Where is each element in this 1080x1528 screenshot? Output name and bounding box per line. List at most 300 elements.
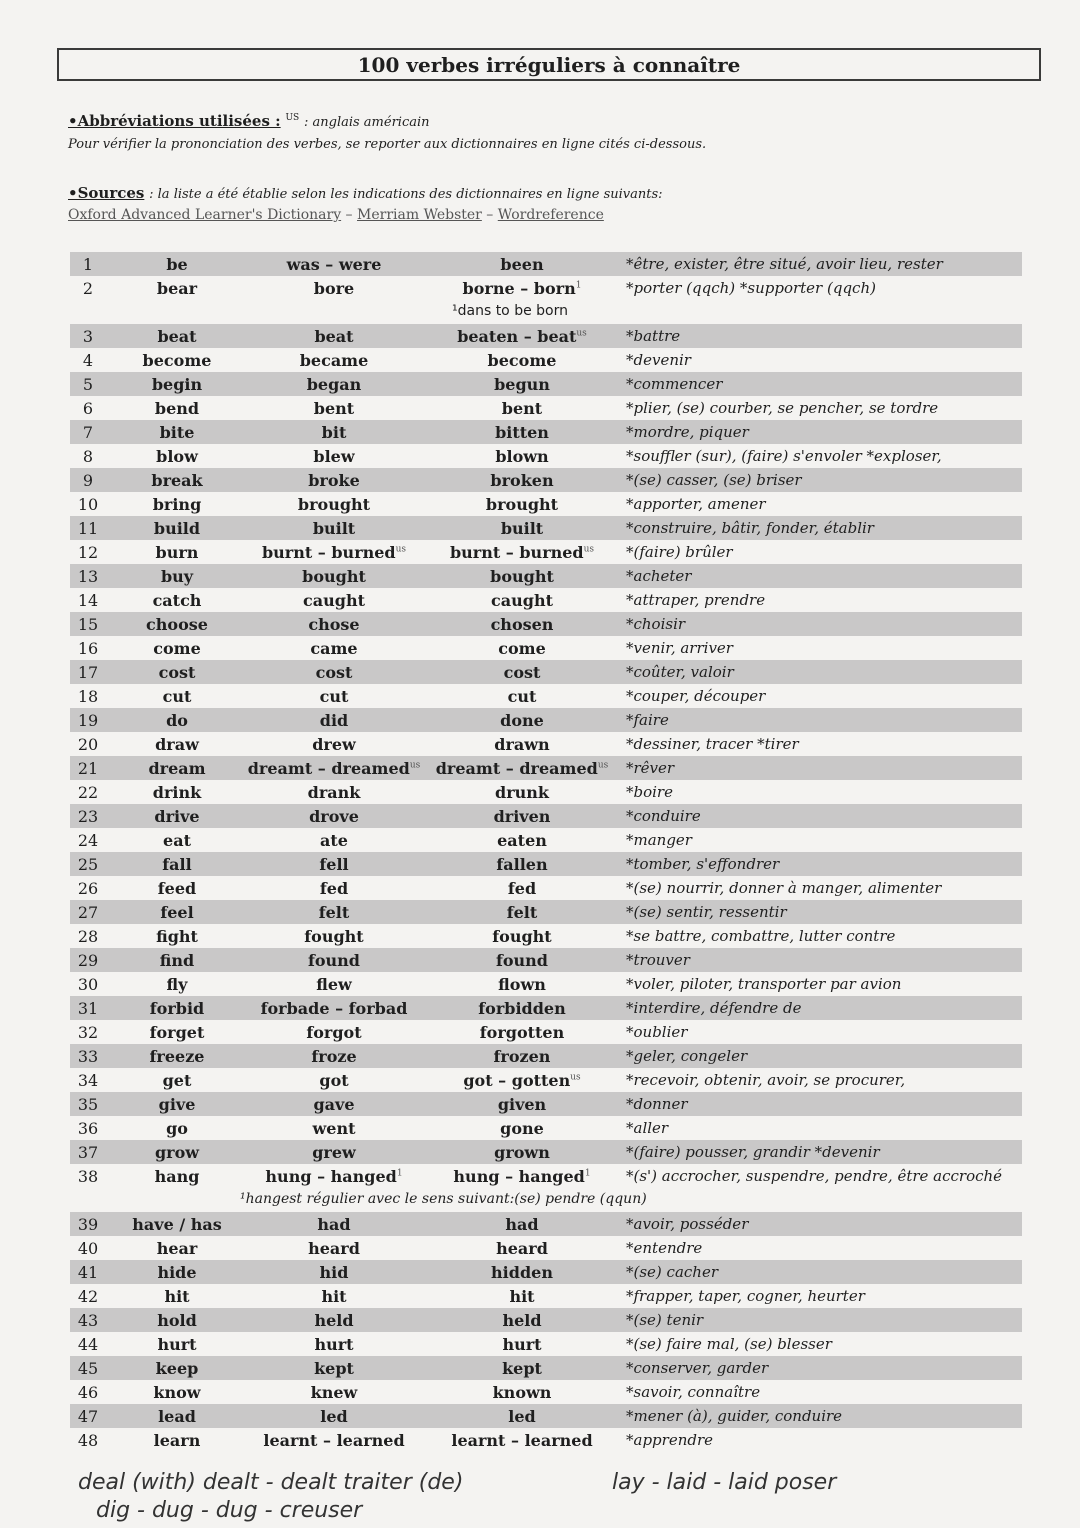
verb-past-text: fed (319, 879, 349, 898)
verb-base: choose (146, 615, 208, 634)
verb-base: forget (149, 1023, 205, 1042)
verb-number: 26 (77, 879, 99, 898)
verb-base: know (153, 1383, 201, 1402)
verb-base: hear (156, 1239, 198, 1258)
verb-translation: *souffler (sur), (faire) s'envoler *exploser, (626, 447, 942, 465)
verb-past-participle (432, 1167, 612, 1186)
verb-pp-text: hurt (502, 1335, 542, 1354)
verb-number: 5 (82, 375, 94, 394)
verb-number: 20 (77, 735, 99, 754)
link-wordreference[interactable]: Wordreference (497, 207, 604, 223)
verb-base: keep (155, 1359, 199, 1378)
verb-translation: *mordre, piquer (626, 423, 749, 441)
verb-base: bring (152, 495, 202, 514)
verb-past-participle (432, 399, 612, 418)
verb-past-participle (432, 567, 612, 586)
verb-base: bear (156, 279, 198, 298)
verb-translation: *trouver (626, 951, 690, 969)
verb-pp-text: eaten (497, 831, 547, 850)
born-note-row (70, 300, 1022, 324)
verb-row (70, 636, 1022, 660)
verb-row (70, 1380, 1022, 1404)
verb-base: come (153, 639, 201, 658)
verb-base: break (151, 471, 203, 490)
verb-past-participle (432, 543, 612, 562)
sources-line (68, 184, 663, 202)
verb-past-participle (432, 375, 612, 394)
verb-past-text: did (319, 711, 349, 730)
verb-translation: *tomber, s'effondrer (626, 855, 780, 873)
verb-base: draw (155, 735, 199, 754)
verb-base: fall (162, 855, 192, 874)
verb-pp-text: blown (495, 447, 549, 466)
verb-row (70, 444, 1022, 468)
verb-past (240, 759, 428, 778)
verb-past-text: went (312, 1119, 356, 1138)
verb-past-participle (432, 951, 612, 970)
verb-past-text: grew (312, 1143, 356, 1162)
verb-row (70, 996, 1022, 1020)
verb-row (70, 612, 1022, 636)
verb-past-text: knew (310, 1383, 358, 1402)
verb-past-text: fought (304, 927, 364, 946)
verb-pp-text: hidden (491, 1263, 553, 1282)
verb-base: lead (158, 1407, 196, 1426)
verb-past-text: fell (319, 855, 349, 874)
verb-past-participle (432, 1215, 612, 1234)
verb-past (240, 495, 428, 514)
verb-number: 35 (77, 1095, 99, 1114)
verb-row (70, 1092, 1022, 1116)
verb-row (70, 1020, 1022, 1044)
verb-past-participle (432, 999, 612, 1018)
us-marker: us (570, 1072, 581, 1083)
verb-row (70, 924, 1022, 948)
verb-pp-text: broken (490, 471, 554, 490)
verb-past (240, 1047, 428, 1066)
verb-past-participle (432, 471, 612, 490)
verb-translation: *acheter (626, 567, 692, 585)
verb-translation: *être, exister, être situé, avoir lieu, rester (626, 255, 943, 273)
verb-row (70, 1404, 1022, 1428)
verb-number: 42 (77, 1287, 99, 1306)
verb-past (240, 663, 428, 682)
verb-row (70, 420, 1022, 444)
verb-pp-text: led (508, 1407, 536, 1426)
verb-past-text: ate (320, 831, 348, 850)
verb-translation: *manger (626, 831, 692, 849)
verb-pp-text: built (500, 519, 544, 538)
verb-past-text: forbade – forbad (260, 999, 408, 1018)
verb-past (240, 591, 428, 610)
verb-pp-text: fallen (496, 855, 548, 874)
verb-row (70, 780, 1022, 804)
verb-pp-text: drawn (494, 735, 550, 754)
verb-past (240, 1431, 428, 1450)
verb-past (240, 1119, 428, 1138)
verb-past-text: drove (309, 807, 359, 826)
page-title: 100 verbes irréguliers à connaître (57, 48, 1041, 81)
verb-pp-text: fought (492, 927, 552, 946)
verb-pp-text: flown (498, 975, 546, 994)
verb-row (70, 468, 1022, 492)
footnote-marker: 1 (396, 1168, 403, 1179)
abbreviations-text: : anglais américain (303, 115, 430, 130)
abbreviations-label: •Abbréviations utilisées : (68, 112, 281, 130)
verb-base: fly (166, 975, 188, 994)
verb-pp-text: had (505, 1215, 539, 1234)
verb-row (70, 588, 1022, 612)
us-marker: us (395, 544, 407, 555)
verb-row (70, 708, 1022, 732)
verb-base: buy (160, 567, 194, 586)
verb-row (70, 1068, 1022, 1092)
link-sep: – (341, 207, 358, 223)
verb-pp-text: held (502, 1311, 542, 1330)
verb-past-text: bent (313, 399, 355, 418)
verb-pp-text: kept (502, 1359, 542, 1378)
verb-number: 38 (77, 1167, 99, 1186)
verb-past-participle (432, 1239, 612, 1258)
verb-number: 2 (82, 279, 94, 298)
verb-past-text: bit (321, 423, 347, 442)
verb-number: 17 (77, 663, 99, 682)
abbreviations-note: Pour vérifier la prononciation des verbes, se reporter aux dictionnaires en ligne cités ci-dessous. (68, 137, 707, 152)
verb-past (240, 519, 428, 538)
verb-translation: *voler, piloter, transporter par avion (626, 975, 902, 993)
verb-translation: *plier, (se) courber, se pencher, se tordre (626, 399, 939, 417)
verb-pp-text: cut (507, 687, 537, 706)
verb-row (70, 732, 1022, 756)
verb-past-participle (432, 351, 612, 370)
verb-number: 15 (77, 615, 99, 634)
verb-pp-text: burnt – burned (449, 543, 584, 562)
verb-past-participle (432, 1119, 612, 1138)
verb-translation: *oublier (626, 1023, 688, 1041)
verb-past (240, 999, 428, 1018)
verb-past (240, 543, 428, 562)
verb-past-text: beat (314, 327, 354, 346)
verb-translation: *(se) casser, (se) briser (626, 471, 802, 489)
verb-past-text: drew (312, 735, 356, 754)
verb-row (70, 252, 1022, 276)
verb-translation: *porter (qqch) *supporter (qqch) (626, 279, 876, 297)
verb-translation: *apprendre (626, 1431, 714, 1449)
footnote-marker: 1 (584, 1168, 591, 1179)
verb-translation: *avoir, posséder (626, 1215, 749, 1233)
verb-row (70, 1284, 1022, 1308)
verb-row (70, 1428, 1022, 1452)
verb-past-participle (432, 1047, 612, 1066)
verb-translation: *battre (626, 327, 681, 345)
verb-past (240, 375, 428, 394)
verb-past (240, 255, 428, 274)
verb-base: go (166, 1119, 188, 1138)
verb-past (240, 1167, 428, 1186)
verb-past (240, 1143, 428, 1162)
verb-past-participle (432, 1263, 612, 1282)
verb-past-text: cut (319, 687, 349, 706)
verb-pp-text: brought (485, 495, 559, 514)
verb-number: 48 (77, 1431, 99, 1450)
verb-row (70, 492, 1022, 516)
verb-past (240, 831, 428, 850)
verb-pp-text: hung – hanged (453, 1167, 585, 1186)
verb-pp-text: frozen (493, 1047, 551, 1066)
link-merriam[interactable]: Merriam Webster (357, 207, 482, 223)
footnote-marker: 1 (575, 280, 582, 291)
verb-number: 34 (77, 1071, 99, 1090)
hang-note-row (70, 1188, 1022, 1212)
verb-past (240, 567, 428, 586)
verb-past (240, 711, 428, 730)
verb-row (70, 948, 1022, 972)
sources-label: •Sources (68, 184, 145, 202)
verb-number: 24 (77, 831, 99, 850)
verb-row (70, 828, 1022, 852)
verb-row (70, 1332, 1022, 1356)
verb-row (70, 1356, 1022, 1380)
sources-links (68, 207, 604, 223)
verb-translation: *choisir (626, 615, 686, 633)
verb-past-participle (432, 591, 612, 610)
verb-translation: *devenir (626, 351, 691, 369)
verb-past-text: hurt (314, 1335, 354, 1354)
verb-past-text: found (307, 951, 360, 970)
verb-translation: *se battre, combattre, lutter contre (626, 927, 896, 945)
verb-past-participle (432, 687, 612, 706)
verb-translation: *aller (626, 1119, 669, 1137)
verb-base: build (153, 519, 201, 538)
verb-past-text: learnt – learned (263, 1431, 405, 1450)
verb-base: grow (154, 1143, 200, 1162)
verb-translation: *commencer (626, 375, 723, 393)
verb-base: freeze (149, 1047, 205, 1066)
verb-row (70, 1140, 1022, 1164)
verb-pp-text: caught (491, 591, 553, 610)
verb-past-participle (432, 855, 612, 874)
verb-number: 3 (82, 327, 94, 346)
us-marker: us (409, 760, 421, 771)
verb-past (240, 1239, 428, 1258)
verb-past-text: dreamt – dreamed (247, 759, 410, 778)
verb-past (240, 951, 428, 970)
verb-past-text: brought (297, 495, 371, 514)
verb-past-participle (432, 1095, 612, 1114)
verb-past-text: became (299, 351, 369, 370)
verb-pp-text: bitten (495, 423, 549, 442)
verb-translation: *construire, bâtir, fonder, établir (626, 519, 874, 537)
verb-past-participle (432, 735, 612, 754)
verb-number: 16 (77, 639, 99, 658)
verb-base: hit (164, 1287, 190, 1306)
verb-past-participle (432, 1023, 612, 1042)
verb-past-text: chose (308, 615, 360, 634)
verb-base: drive (154, 807, 200, 826)
born-note: ¹dans to be born (452, 303, 568, 319)
verb-pp-text: felt (506, 903, 538, 922)
verb-number: 37 (77, 1143, 99, 1162)
verb-translation: *faire (626, 711, 669, 729)
verb-base: burn (155, 543, 199, 562)
verb-past-participle (432, 255, 612, 274)
verb-past-text: was – were (286, 255, 382, 274)
verb-translation: *conserver, garder (626, 1359, 769, 1377)
verb-number: 19 (77, 711, 99, 730)
verb-translation: *(se) faire mal, (se) blesser (626, 1335, 832, 1353)
verb-base: do (166, 711, 188, 730)
verb-pp-text: beaten – beat (457, 327, 577, 346)
verb-base: dream (148, 759, 206, 778)
verb-row (70, 804, 1022, 828)
verb-base: cost (158, 663, 196, 682)
verb-past-participle (432, 327, 612, 346)
verb-pp-text: learnt – learned (451, 1431, 593, 1450)
verb-base: forbid (149, 999, 205, 1018)
verb-row (70, 1116, 1022, 1140)
abbreviations-line (68, 112, 1028, 130)
hang-note: ¹hangest régulier avec le sens suivant:(se) pendre (qqun) (240, 1191, 647, 1207)
verb-past-text: built (312, 519, 356, 538)
verb-pp-text: known (492, 1383, 552, 1402)
verb-translation: *couper, découper (626, 687, 766, 705)
verb-pp-text: driven (493, 807, 551, 826)
verb-past (240, 927, 428, 946)
verb-translation: *geler, congeler (626, 1047, 748, 1065)
verb-past-text: drank (307, 783, 361, 802)
verb-base: catch (152, 591, 202, 610)
verb-base: bend (154, 399, 200, 418)
verb-past-participle (432, 975, 612, 994)
verb-pp-text: bought (490, 567, 554, 586)
verb-number: 31 (77, 999, 99, 1018)
verb-row (70, 1044, 1022, 1068)
verb-past-text: led (320, 1407, 348, 1426)
verb-past-text: got (319, 1071, 349, 1090)
verb-translation: *attraper, prendre (626, 591, 766, 609)
verb-pp-text: hit (509, 1287, 535, 1306)
verb-row (70, 540, 1022, 564)
verb-past-text: hit (321, 1287, 347, 1306)
verb-translation: *venir, arriver (626, 639, 733, 657)
verb-number: 46 (77, 1383, 99, 1402)
verb-row (70, 852, 1022, 876)
verb-row (70, 372, 1022, 396)
verb-number: 8 (82, 447, 94, 466)
verb-base: eat (163, 831, 191, 850)
verb-past-participle (432, 1287, 612, 1306)
verb-pp-text: got – gotten (463, 1071, 571, 1090)
verb-translation: *coûter, valoir (626, 663, 734, 681)
verb-number: 29 (77, 951, 99, 970)
verb-number: 10 (77, 495, 99, 514)
verb-row (70, 972, 1022, 996)
verb-table (70, 252, 1022, 1452)
verb-base: find (159, 951, 195, 970)
verb-number: 18 (77, 687, 99, 706)
verb-number: 13 (77, 567, 99, 586)
verb-pp-text: begun (494, 375, 550, 394)
verb-translation: *savoir, connaître (626, 1383, 761, 1401)
verb-base: fight (156, 927, 198, 946)
verb-past (240, 279, 428, 298)
verb-row (70, 756, 1022, 780)
verb-row (70, 276, 1022, 300)
verb-number: 30 (77, 975, 99, 994)
verb-number: 45 (77, 1359, 99, 1378)
verb-number: 41 (77, 1263, 99, 1282)
verb-past-participle (432, 663, 612, 682)
verb-base: cut (162, 687, 192, 706)
verb-past (240, 1263, 428, 1282)
verb-past-text: kept (314, 1359, 354, 1378)
verb-past (240, 1215, 428, 1234)
verb-base: get (162, 1071, 192, 1090)
verb-number: 32 (77, 1023, 99, 1042)
verb-base: hurt (157, 1335, 197, 1354)
verb-number: 36 (77, 1119, 99, 1138)
verb-past-participle (432, 639, 612, 658)
verb-past (240, 807, 428, 826)
verb-base: blow (156, 447, 198, 466)
verb-past-text: burnt – burned (261, 543, 396, 562)
verb-number: 7 (82, 423, 94, 442)
verb-pp-text: found (495, 951, 548, 970)
verb-past-participle (432, 423, 612, 442)
verb-past (240, 1095, 428, 1114)
verb-past-participle (432, 711, 612, 730)
verb-row (70, 1212, 1022, 1236)
verb-past (240, 687, 428, 706)
verb-past-text: held (314, 1311, 354, 1330)
verb-past-text: bore (313, 279, 355, 298)
verb-pp-text: given (497, 1095, 547, 1114)
verb-past (240, 975, 428, 994)
verb-past-text: had (317, 1215, 351, 1234)
verb-past (240, 1023, 428, 1042)
verb-past-participle (432, 783, 612, 802)
verb-past-participle (432, 615, 612, 634)
verb-pp-text: bent (501, 399, 543, 418)
verb-number: 44 (77, 1335, 99, 1354)
verb-past-participle (432, 1071, 612, 1090)
verb-past-text: cost (315, 663, 353, 682)
verb-past (240, 1071, 428, 1090)
verb-pp-text: cost (503, 663, 541, 682)
verb-number: 27 (77, 903, 99, 922)
verb-past-participle (432, 879, 612, 898)
verb-past (240, 615, 428, 634)
verb-past (240, 1359, 428, 1378)
verb-number: 28 (77, 927, 99, 946)
link-oxford[interactable]: Oxford Advanced Learner's Dictionary (68, 207, 342, 223)
verb-past (240, 1287, 428, 1306)
verb-pp-text: gone (500, 1119, 544, 1138)
verb-row (70, 396, 1022, 420)
verb-translation: *(faire) pousser, grandir *devenir (626, 1143, 880, 1161)
verb-number: 39 (77, 1215, 99, 1234)
verb-past (240, 879, 428, 898)
verb-row (70, 564, 1022, 588)
verb-past-text: began (306, 375, 362, 394)
verb-past-participle (432, 1311, 612, 1330)
handwritten-note-dig: dig - dug - dug - creuser (96, 1498, 363, 1523)
verb-past (240, 1335, 428, 1354)
verb-pp-text: been (500, 255, 544, 274)
verb-past-participle (432, 1143, 612, 1162)
verb-translation: *recevoir, obtenir, avoir, se procurer, (626, 1071, 906, 1089)
verb-translation: *dessiner, tracer *tirer (626, 735, 799, 753)
